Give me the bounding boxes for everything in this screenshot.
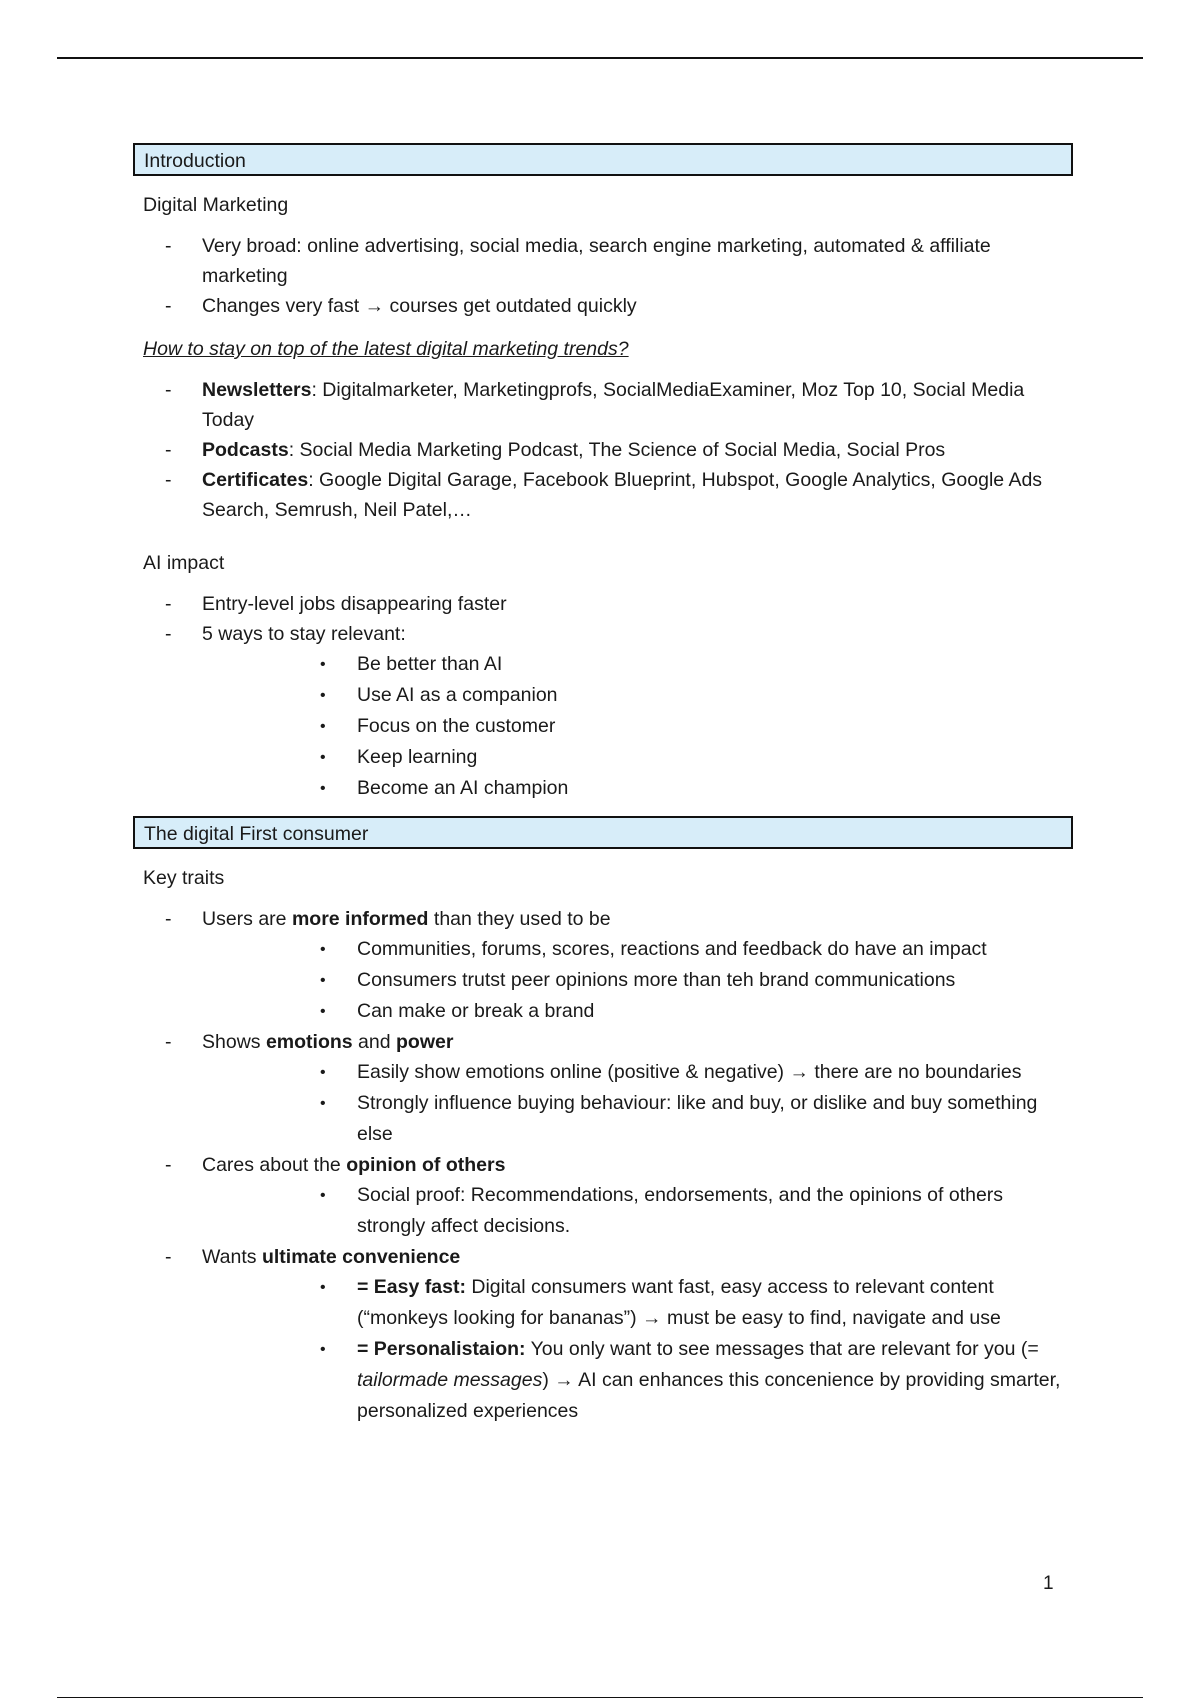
item-emphasis: power (396, 1031, 454, 1053)
list-item (133, 1242, 1073, 1427)
list-item (133, 465, 1073, 525)
bottom-rule (57, 1697, 1143, 1698)
top-rule (57, 57, 1143, 59)
item-text: and (352, 1031, 397, 1053)
item-text: Shows (202, 1031, 266, 1053)
item-emphasis: = Easy fast: (357, 1276, 466, 1298)
item-text: than they used to be (428, 908, 611, 930)
item-emphasis: opinion of others (346, 1154, 506, 1176)
item-emphasis: = Personalistaion: (357, 1338, 526, 1360)
list-item: • Focus on the customer (202, 711, 1073, 742)
subheading-key-traits: Key traits (143, 867, 225, 889)
item-text: Wants (202, 1246, 262, 1268)
list-item: • Social proof: Recommendations, endorsements, and the opinions of others strongly affect decisions. (202, 1180, 1073, 1242)
ai-impact-list (133, 589, 1073, 804)
item-label: Newsletters (202, 379, 312, 401)
list-item: • Easily show emotions online (positive & negative) → there are no boundaries (202, 1057, 1073, 1088)
trends-list (133, 375, 1073, 525)
sub-list (202, 934, 1073, 1027)
list-item (202, 1272, 1073, 1334)
list-item: • Use AI as a companion (202, 680, 1073, 711)
item-label: Certificates (202, 469, 309, 491)
list-item: - Entry-level jobs disappearing faster (133, 589, 1073, 619)
list-item: • Keep learning (202, 742, 1073, 773)
item-text: ) → AI can enhances this concenience by providing smarter, personalized experiences (357, 1369, 1061, 1422)
list-item: • Become an AI champion (202, 773, 1073, 804)
document-body (133, 143, 1073, 1439)
list-item: • Strongly influence buying behaviour: like and buy, or dislike and buy something else (202, 1088, 1073, 1150)
item-emphasis: ultimate convenience (261, 1246, 461, 1268)
list-item (133, 435, 1073, 465)
section-header-introduction: Introduction (133, 143, 1073, 176)
item-italic: tailormade messages (357, 1369, 543, 1391)
item-text: : Social Media Marketing Podcast, The Science of Social Media, Social Pros (288, 439, 946, 461)
list-item (133, 375, 1073, 435)
list-item: • Be better than AI (202, 649, 1073, 680)
digital-marketing-list (133, 231, 1073, 321)
ways-list (202, 649, 1073, 804)
list-item: - Changes very fast → courses get outdated quickly (133, 291, 1073, 321)
item-text: You only want to see messages that are relevant for you (= (525, 1338, 1039, 1360)
key-traits-list (133, 904, 1073, 1427)
list-item (133, 619, 1073, 804)
list-item (202, 1334, 1073, 1427)
list-item: • Communities, forums, scores, reactions and feedback do have an impact (202, 934, 1073, 965)
subheading-ai-impact: AI impact (143, 552, 225, 574)
subheading-digital-marketing: Digital Marketing (143, 194, 289, 216)
list-item (133, 1027, 1073, 1150)
list-item: - Very broad: online advertising, social media, search engine marketing, automated & affiliate marketing (133, 231, 1073, 291)
list-item (133, 904, 1073, 1027)
item-emphasis: more informed (291, 908, 429, 930)
item-label: Podcasts (202, 439, 289, 461)
subheading-trends: How to stay on top of the latest digital marketing trends? (143, 338, 629, 360)
list-item: • Can make or break a brand (202, 996, 1073, 1027)
item-text: : Digitalmarketer, Marketingprofs, SocialMediaExaminer, Moz Top 10, Social Media Today (202, 379, 1025, 431)
sub-list (202, 1272, 1073, 1427)
item-emphasis: emotions (265, 1031, 353, 1053)
sub-list (202, 1057, 1073, 1150)
page-number: 1 (1043, 1573, 1054, 1594)
item-text: : Google Digital Garage, Facebook Blueprint, Hubspot, Google Analytics, Google Ads Search, Semrush, Neil Patel,… (202, 469, 1043, 521)
list-item: • Consumers trutst peer opinions more than teh brand communications (202, 965, 1073, 996)
item-text: Users are (202, 908, 292, 930)
section-header-digital-first-consumer: The digital First consumer (133, 816, 1073, 849)
item-text: Cares about the (202, 1154, 347, 1176)
item-text: Digital consumers want fast, easy access to relevant content (“monkeys looking for bananas”) → must be easy to find, navigate and use (357, 1276, 1001, 1329)
item-text: 5 ways to stay relevant: (202, 623, 406, 645)
sub-list (202, 1180, 1073, 1242)
list-item (133, 1150, 1073, 1242)
